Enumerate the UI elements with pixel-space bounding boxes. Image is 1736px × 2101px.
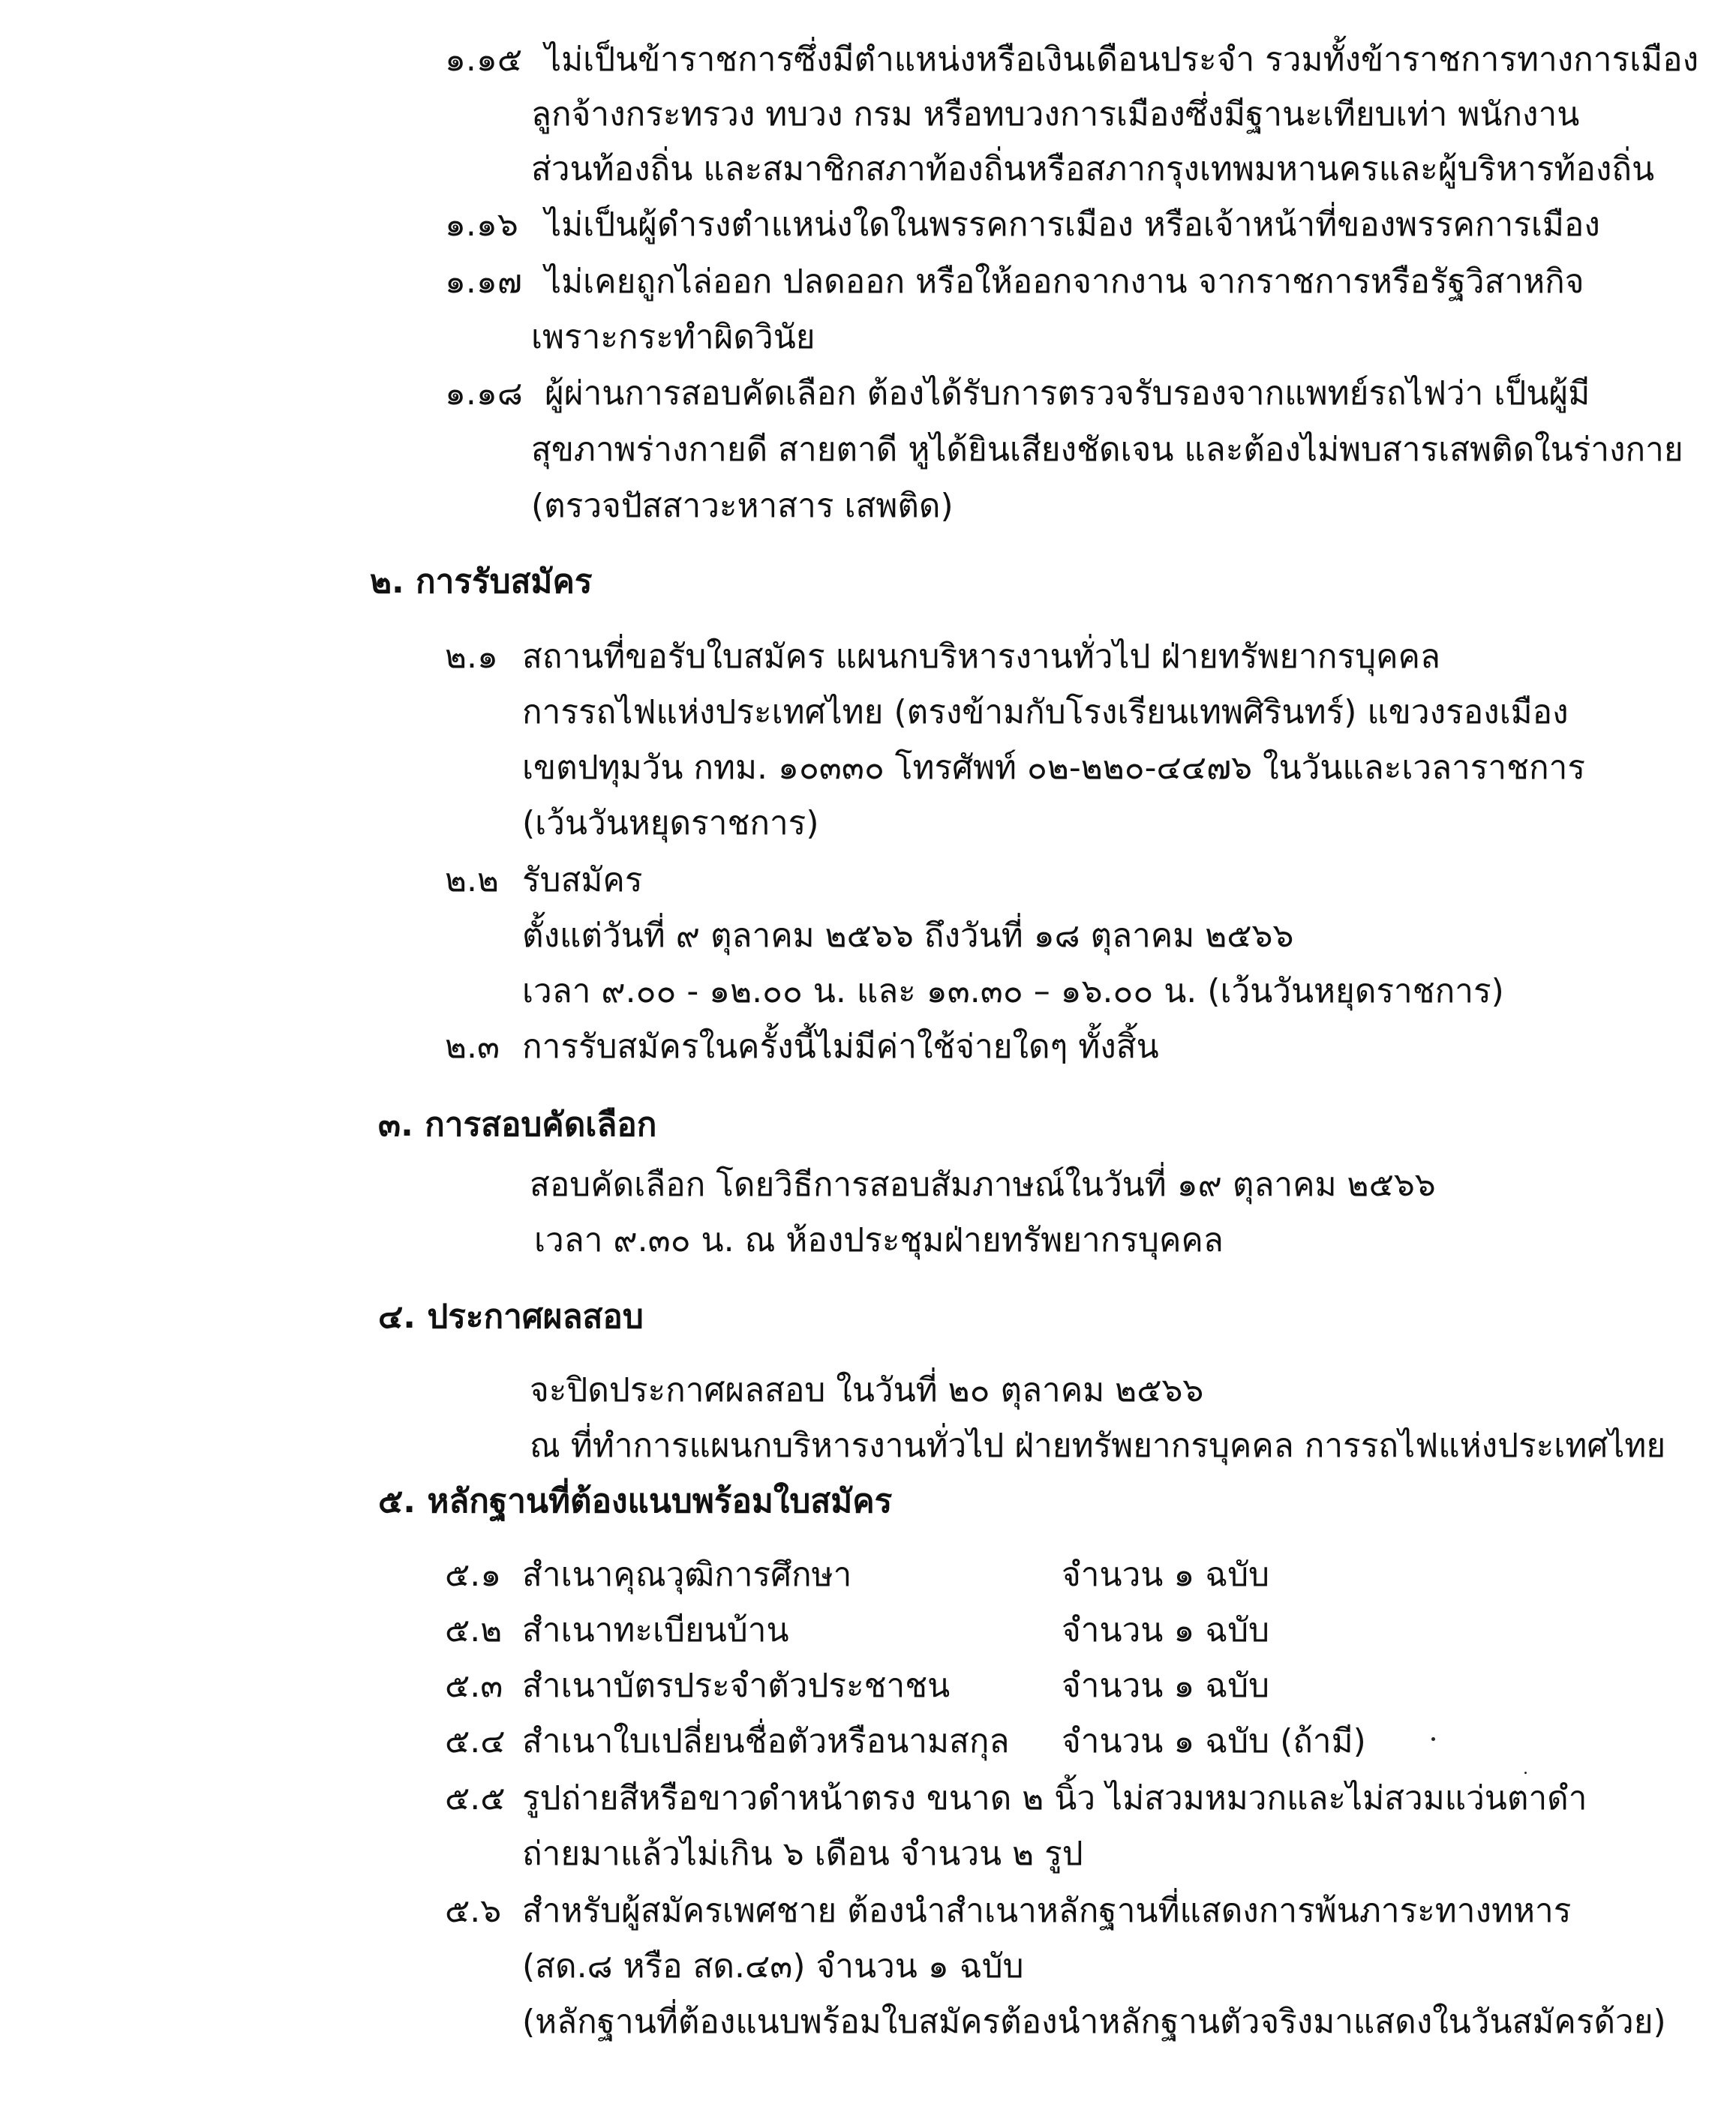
item-text: สำหรับผู้สมัครเพศชาย ต้องนำสำเนาหลักฐานที่แสดงการพ้นภาระทางทหาร: [522, 1892, 1572, 1930]
item-text: ไม่เคยถูกไล่ออก ปลดออก หรือให้ออกจากงาน จากราชการหรือรัฐวิสาหกิจ: [545, 263, 1584, 301]
item-quantity: จำนวน ๑ ฉบับ: [1062, 1667, 1270, 1705]
scan-speck: [1524, 1772, 1527, 1774]
section-heading: ๔. ประกาศผลสอบ: [378, 1298, 644, 1336]
item-text: สำเนาบัตรประจำตัวประชาชน: [522, 1667, 951, 1705]
item-number: ๒.๒: [445, 861, 499, 899]
item-text: สำเนาคุณวุฒิการศึกษา: [522, 1556, 852, 1594]
item-text: สุขภาพร่างกายดี สายตาดี หูได้ยินเสียงชัดเจน และต้องไม่พบสารเสพติดในร่างกาย: [531, 431, 1683, 469]
item-quantity: จำนวน ๑ ฉบับ (ถ้ามี): [1062, 1722, 1366, 1760]
item-number: ๒.๑: [445, 638, 498, 676]
item-number: ๕.๓: [445, 1667, 503, 1705]
item-number: ๕.๒: [445, 1611, 503, 1649]
item-text: เขตปทุมวัน กทม. ๑๐๓๓๐ โทรศัพท์ ๐๒-๒๒๐-๔๔๗๖ ในวันและเวลาราชการ: [522, 749, 1585, 787]
paragraph-text: จะปิดประกาศผลสอบ ในวันที่ ๒๐ ตุลาคม ๒๕๖๖: [530, 1371, 1204, 1409]
paragraph-text: สอบคัดเลือก โดยวิธีการสอบสัมภาษณ์ในวันที่ ๑๙ ตุลาคม ๒๕๖๖: [530, 1166, 1436, 1204]
paragraph-text: ณ ที่ทำการแผนกบริหารงานทั่วไป ฝ่ายทรัพยากรบุคคล การรถไฟแห่งประเทศไทย: [530, 1427, 1666, 1465]
section-heading: ๓. การสอบคัดเลือก: [378, 1106, 657, 1144]
item-quantity: จำนวน ๑ ฉบับ: [1062, 1556, 1270, 1594]
item-text: สำเนาทะเบียนบ้าน: [522, 1611, 789, 1649]
item-text: (หลักฐานที่ต้องแนบพร้อมใบสมัครต้องนำหลักฐานตัวจริงมาแสดงในวันสมัครด้วย): [522, 2003, 1666, 2041]
item-text: รับสมัคร: [522, 861, 643, 899]
item-number: ๕.๑: [445, 1556, 502, 1594]
item-text: รูปถ่ายสีหรือขาวดำหน้าตรง ขนาด ๒ นิ้ว ไม่สวมหมวกและไม่สวมแว่นตาดำ: [522, 1779, 1587, 1817]
item-number: ๕.๕: [445, 1779, 506, 1817]
item-text: การรับสมัครในครั้งนี้ไม่มีค่าใช้จ่ายใดๆ ทั้งสิ้น: [522, 1028, 1159, 1066]
item-number: ๑.๑๗: [445, 263, 522, 301]
item-text: (ตรวจปัสสาวะหาสาร เสพติด): [531, 487, 954, 525]
item-text: ส่วนท้องถิ่น และสมาชิกสภาท้องถิ่นหรือสภากรุงเทพมหานครและผู้บริหารท้องถิ่น: [531, 150, 1655, 188]
item-number: ๕.๖: [445, 1892, 502, 1930]
paragraph-text: เวลา ๙.๓๐ น. ณ ห้องประชุมฝ่ายทรัพยากรบุคคล: [534, 1221, 1224, 1259]
section-heading: ๕. หลักฐานที่ต้องแนบพร้อมใบสมัคร: [378, 1482, 893, 1520]
item-text: ไม่เป็นข้าราชการซึ่งมีตำแหน่งหรือเงินเดือนประจำ รวมทั้งข้าราชการทางการเมือง: [545, 41, 1699, 79]
item-text: (เว้นวันหยุดราชการ): [522, 804, 819, 842]
item-number: ๕.๔: [445, 1722, 506, 1760]
item-text: เวลา ๙.๐๐ - ๑๒.๐๐ น. และ ๑๓.๓๐ – ๑๖.๐๐ น. (เว้นวันหยุดราชการ): [522, 972, 1504, 1010]
item-text: สำเนาใบเปลี่ยนชื่อตัวหรือนามสกุล: [522, 1722, 1010, 1760]
scan-speck: [1431, 1737, 1435, 1741]
item-text: ลูกจ้างกระทรวง ทบวง กรม หรือทบวงการเมืองซึ่งมีฐานะเทียบเท่า พนักงาน: [531, 95, 1580, 134]
section-heading: ๒. การรับสมัคร: [370, 563, 593, 601]
item-text: ผู้ผ่านการสอบคัดเลือก ต้องได้รับการตรวจรับรองจากแพทย์รถไฟว่า เป็นผู้มี: [545, 374, 1590, 413]
item-text: ตั้งแต่วันที่ ๙ ตุลาคม ๒๕๖๖ ถึงวันที่ ๑๘ ตุลาคม ๒๕๖๖: [522, 917, 1294, 955]
item-text: (สด.๘ หรือ สด.๔๓) จำนวน ๑ ฉบับ: [522, 1947, 1024, 1985]
item-quantity: จำนวน ๑ ฉบับ: [1062, 1611, 1270, 1649]
item-number: ๑.๑๕: [445, 41, 523, 79]
item-number: ๒.๓: [445, 1028, 500, 1066]
item-number: ๑.๑๖: [445, 206, 518, 244]
item-text: ไม่เป็นผู้ดำรงตำแหน่งใดในพรรคการเมือง หรือเจ้าหน้าที่ของพรรคการเมือง: [545, 206, 1600, 244]
item-text: ถ่ายมาแล้วไม่เกิน ๖ เดือน จำนวน ๒ รูป: [522, 1835, 1083, 1873]
item-text: การรถไฟแห่งประเทศไทย (ตรงข้ามกับโรงเรียนเทพศิรินทร์) แขวงรองเมือง: [522, 693, 1569, 731]
item-text: สถานที่ขอรับใบสมัคร แผนกบริหารงานทั่วไป ฝ่ายทรัพยากรบุคคล: [522, 638, 1440, 676]
item-number: ๑.๑๘: [445, 374, 523, 413]
item-text: เพราะกระทำผิดวินัย: [531, 318, 815, 356]
